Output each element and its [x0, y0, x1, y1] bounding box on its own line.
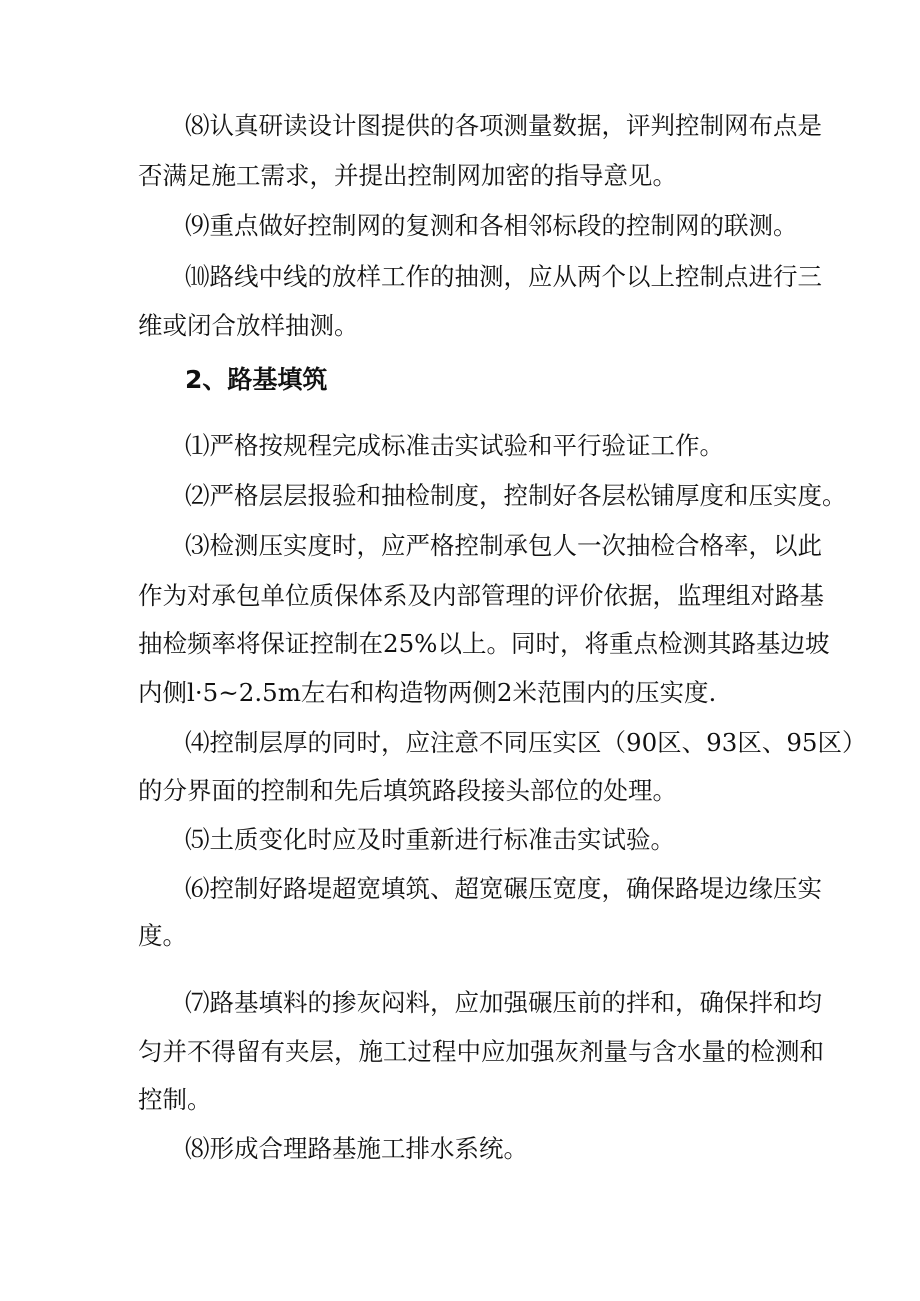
text-line: 抽检频率将保证控制在25%以上。同时，将重点检测其路基边坡 — [138, 629, 830, 658]
text-line: 的分界面的控制和先后填筑路段接头部位的处理。 — [138, 776, 677, 805]
text-line: 控制。 — [138, 1085, 212, 1114]
text-line: ⑺路基填料的掺灰闷料，应加强碾压前的拌和，确保拌和均 — [185, 988, 822, 1017]
text-line: ⑵严格层层报验和抽检制度，控制好各层松铺厚度和压实度。 — [185, 481, 847, 510]
text-line: ⑹控制好路堤超宽填筑、超宽碾压宽度，确保路堤边缘压实 — [185, 874, 822, 903]
text-line: ⑸土质变化时应及时重新进行标准击实试验。 — [185, 825, 675, 854]
text-line: ⑻形成合理路基施工排水系统。 — [185, 1134, 528, 1163]
text-line: ⑽路线中线的放样工作的抽测，应从两个以上控制点进行三 — [185, 262, 822, 291]
text-line: ⑷控制层厚的同时，应注意不同压实区（90区、93区、95区） — [185, 728, 867, 757]
text-line: ⑴严格按规程完成标准击实试验和平行验证工作。 — [185, 431, 724, 460]
text-line: 匀并不得留有夹层，施工过程中应加强灰剂量与含水量的检测和 — [138, 1037, 824, 1066]
section-heading: 2、路基填筑 — [185, 365, 328, 394]
text-line: 维或闭合放样抽测。 — [138, 311, 359, 340]
text-line: ⑶检测压实度时，应严格控制承包人一次抽检合格率，以此 — [185, 531, 822, 560]
text-line: 否满足施工需求，并提出控制网加密的指导意见。 — [138, 161, 677, 190]
text-line: 内侧l·5~2.5m左右和构造物两侧2米范围内的压实度. — [138, 678, 717, 707]
text-line: 度。 — [138, 921, 187, 950]
text-line: 作为对承包单位质保体系及内部管理的评价依据，监理组对路基 — [138, 581, 824, 610]
text-line: ⑻认真研读设计图提供的各项测量数据，评判控制网布点是 — [185, 111, 822, 140]
text-line: ⑼重点做好控制网的复测和各相邻标段的控制网的联测。 — [185, 211, 798, 240]
